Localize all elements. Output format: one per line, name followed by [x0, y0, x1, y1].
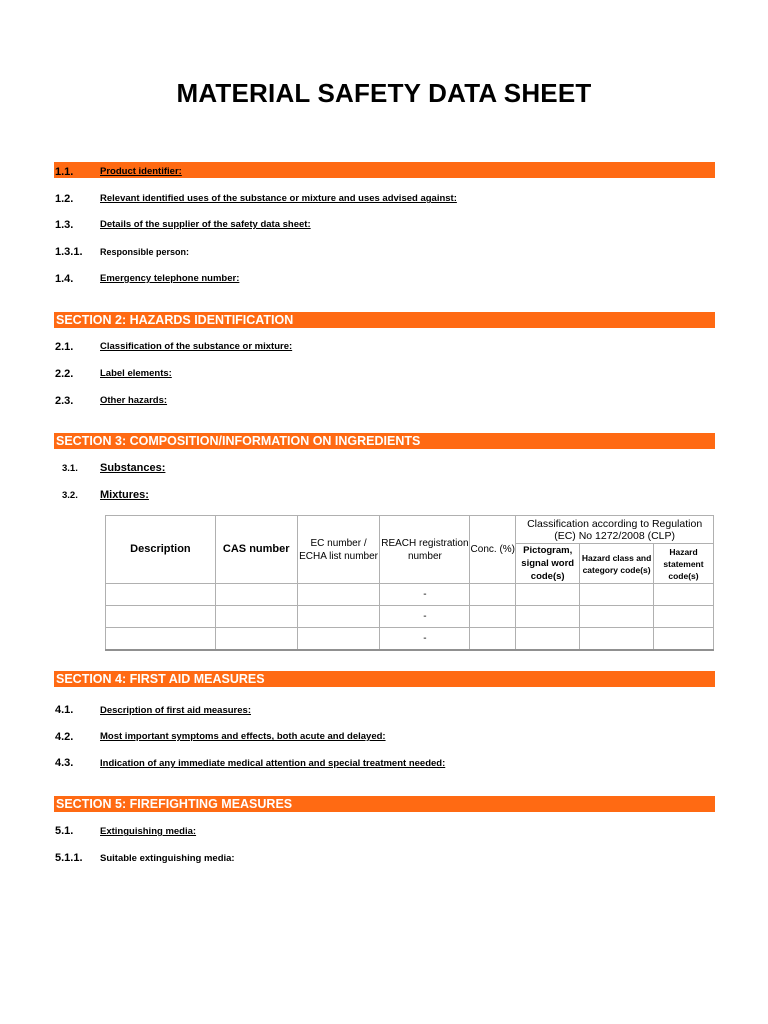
item-label-responsible-person: Responsible person: [100, 247, 190, 257]
item-number: 1.3. [55, 219, 74, 231]
item-number: 4.3. [55, 757, 74, 769]
item-label-other-hazards: Other hazards: [100, 395, 168, 406]
column-header-hazard-statement: Hazard statement code(s) [654, 544, 714, 584]
mixtures-table [105, 515, 714, 651]
column-header-classification: Classification according to Regulation (EC) No 1272/2008 (CLP) [516, 516, 714, 544]
column-header-pictogram: Pictogram, signal word code(s) [516, 544, 580, 584]
item-number: 1.1. [55, 166, 74, 178]
column-header-reach: REACH registration number [380, 516, 470, 584]
table-row [106, 628, 714, 650]
table-row [106, 584, 714, 606]
item-number: 4.2. [55, 731, 74, 743]
reach-cell: - [380, 584, 470, 606]
item-number: 4.1. [55, 704, 74, 716]
item-label-emergency-telephone: Emergency telephone number: [100, 273, 240, 284]
section-4-heading: SECTION 4: FIRST AID MEASURES [56, 672, 265, 686]
item-number: 5.1.1. [55, 852, 83, 864]
item-number: 2.1. [55, 341, 74, 353]
column-header-conc: Conc. (%) [470, 516, 516, 584]
item-label-mixtures: Mixtures: [100, 489, 149, 501]
item-number: 1.2. [55, 193, 74, 205]
item-label-supplier-details: Details of the supplier of the safety data sheet: [100, 219, 311, 230]
item-number: 2.3. [55, 395, 74, 407]
item-label-extinguishing-media: Extinguishing media: [100, 826, 197, 837]
column-header-cas-number: CAS number [215, 516, 297, 584]
section-3-heading: SECTION 3: COMPOSITION/INFORMATION ON INGREDIENTS [56, 434, 421, 448]
table-row [106, 606, 714, 628]
item-label-label-elements: Label elements: [100, 368, 172, 379]
item-number: 5.1. [55, 825, 74, 837]
item-label-first-aid: Description of first aid measures: [100, 705, 251, 716]
item-label-suitable-media: Suitable extinguishing media: [100, 853, 235, 864]
item-number: 2.2. [55, 368, 74, 380]
column-header-description: Description [106, 516, 216, 584]
item-number: 1.3.1. [55, 246, 83, 258]
item-number: 3.1. [62, 463, 78, 474]
reach-cell: - [380, 606, 470, 628]
item-label-symptoms: Most important symptoms and effects, both acute and delayed: [100, 731, 386, 742]
item-label-medical-attention: Indication of any immediate medical attention and special treatment needed: [100, 758, 446, 769]
page-title: MATERIAL SAFETY DATA SHEET [176, 78, 592, 108]
column-header-ec-number: EC number / ECHA list number [297, 516, 380, 584]
reach-cell: - [380, 628, 470, 650]
item-label-classification: Classification of the substance or mixture: [100, 341, 293, 352]
item-label-identified-uses: Relevant identified uses of the substance or mixture and uses advised against: [100, 193, 457, 204]
item-number: 3.2. [62, 490, 78, 501]
section-5-heading: SECTION 5: FIREFIGHTING MEASURES [56, 797, 293, 811]
item-number: 1.4. [55, 273, 74, 285]
section-2-heading: SECTION 2: HAZARDS IDENTIFICATION [56, 313, 294, 327]
column-header-hazard-class: Hazard class and category code(s) [580, 544, 654, 584]
item-label-substances: Substances: [100, 462, 166, 474]
item-label-product-identifier: Product identifier: [100, 166, 182, 177]
